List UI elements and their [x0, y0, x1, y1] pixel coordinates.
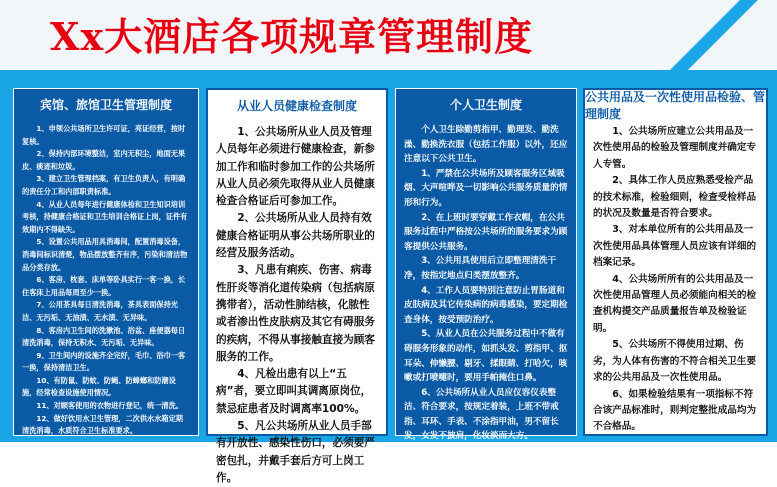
panel-body [404, 123, 568, 442]
paragraph: 5、设置公共用品用具消毒间，配置消毒设备，消毒间标识清楚，物品摆放整齐有序，污染和清洁物品分类存放。 [22, 237, 188, 272]
paragraph: 5、从业人员在公共服务过程中不做有碍服务形象的动作，如抓头发、剪指甲、抠耳朵、伸懒腰、剔牙、揉眼睛、打哈欠，咳嗽或打喷嚏时，要用手帕掩住口鼻。 [404, 329, 568, 384]
panel-heading: 个人卫生制度 [449, 97, 522, 112]
paragraph: 9、卫生间内的设施齐全完好，毛巾、浴巾一客一换，保持清洁卫生。 [22, 350, 186, 373]
panel-body [216, 124, 378, 484]
paragraph: 10、有防鼠、防蚊、防蝇、防蟑螂和防潮设施，经常检查设施使用情况。 [22, 375, 176, 398]
paragraph: 1、申领公共场所卫生许可证，亮证经营，按时复核。 [22, 124, 186, 146]
title-bar [0, 0, 777, 70]
panel-hotel-hygiene [13, 88, 199, 436]
paragraph: 6、公共场所从业人员应仪容仪表整洁、符合要求，按规定着装，上班不带戒指、耳环、手表、不涂指甲油，男不留长发，女发不披肩，化妆淡而大方。 [404, 387, 559, 442]
page-title: Xx大酒店各项规章管理制度 [50, 14, 534, 59]
paragraph: 7、公用茶具每日清洗消毒，茶具表面保持光洁、无污垢、无油渍、无水渍、无异味。 [22, 300, 178, 322]
paragraph: 2、在上班时要穿戴工作衣帽，在公共服务过程中严格按公共场所的服务要求为顾客提供公共服务。 [404, 212, 568, 252]
paragraph: 1、严禁在公共场所及顾客服务区域吸烟、大声喧哗及一切影响公共服务质量的情形和行为。 [404, 168, 568, 208]
panel-heading: 从业人员健康检查制度 [236, 98, 357, 113]
panel-public-supplies [583, 88, 768, 436]
paragraph: 个人卫生除勤剪指甲、勤理发、勤洗澡、勤换洗衣服（包括工作服）以外，还应注意以下公共卫生。 [404, 125, 568, 165]
paragraph: 1、公共场所从业人员及管理人员每年必须进行健康检查，新参加工作和临时参加工作的公共场所从业人员必须先取得从业人员健康检查合格证后可参加工作。 [216, 126, 375, 208]
paragraph: 3、建立卫生管理档案，有卫生负责人，有明确的责任分工和内部职责标准。 [22, 174, 186, 196]
paragraph: 6、如果检验结果有一项指标不符合该产品标准时，则判定整批成品均为不合格品。 [593, 388, 757, 433]
paragraph: 3、对本单位所有的公共用品及一次性使用品具体管理人员应该有详细的档案记录。 [593, 224, 757, 269]
paragraph: 1、公共场所应建立公共用品及一次性使用品的检验及管理制度并确定专人专管。 [593, 126, 757, 170]
paragraph: 3、凡患有痢疾、伤害、病毒性肝炎等消化道传染病（包括病原携带者），活动性肺结核，化脓性或者渗出性皮肤病及其它有碍服务的疾病，不得从事接触直接为顾客服务的工作。 [216, 264, 375, 363]
decorative-stripe [667, 0, 777, 70]
paragraph: 2、保持内部环境整洁，室内无积尘，地面无果皮、痰迹和垃圾。 [22, 149, 186, 171]
panel-personal-hygiene [395, 88, 577, 442]
panel-heading: 宾馆、旅馆卫生管理制度 [39, 97, 172, 112]
paragraph: 4、凡检出患有以上“五病”者，要立即叫其调离原岗位，禁忌症患者及时调离率100%。 [216, 368, 372, 415]
paragraph: 11、对顾客使用的衣物进行登记，统一清洗。 [36, 401, 183, 411]
panel-body [22, 123, 190, 436]
paragraph: 12、做好饮用水卫生管理，二次供水水箱定期清洗消毒，水质符合卫生标准要求。 [22, 413, 183, 436]
paragraph: 4、公共场所所有的公共用品及一次性使用品管理人员必须能向相关的检查机构提交产品质量报告单及检验证明。 [593, 273, 757, 334]
paragraph: 2、具体工作人员应熟悉受检产品的技术标准，检验细则，检查受检样品的状况及数量是否符合要求。 [593, 175, 757, 220]
paragraph: 3、公共用具使用后立即整理清洗干净，按指定地点归类摆放整齐。 [404, 256, 557, 281]
paragraph: 4、工作人员要特别注意防止胃肠道和皮肤病及其它传染病的病毒感染，要定期检查身体，按受预防治疗。 [404, 285, 568, 325]
paragraph: 8、客房内卫生间的洗漱池、浴盆、座便器每日清洗消毒，保持无积水、无污垢、无异味。 [22, 325, 186, 348]
paragraph: 2、公共场所从业人员持有效健康合格证明从事公共场所职业的经营及服务活动。 [216, 212, 375, 260]
paragraph: 6、客房、枕套、床单等卧具实行一客一换，长住客床上用品每周至少一换。 [22, 275, 186, 297]
paragraph: 4、从业人员每年进行健康体检和卫生知识培训考核，持健康合格证和卫生培训合格证上岗，证件有效期内不得缺失。 [22, 199, 188, 234]
panel-body [593, 124, 758, 433]
panel-heading: 公共用品及一次性使用品检验、管理制度 [585, 90, 766, 121]
panel-staff-health-check [206, 88, 388, 484]
paragraph: 5、公共场所不得使用过期、伤劣，为人体有伤害的不符合相关卫生要求的公共用品及一次性使用品。 [593, 339, 757, 384]
paragraph: 5、凡公共场所从业人员手部有开放性、感染性伤口，必须要严密包扎，并戴手套后方可上岗工作。 [216, 420, 375, 484]
